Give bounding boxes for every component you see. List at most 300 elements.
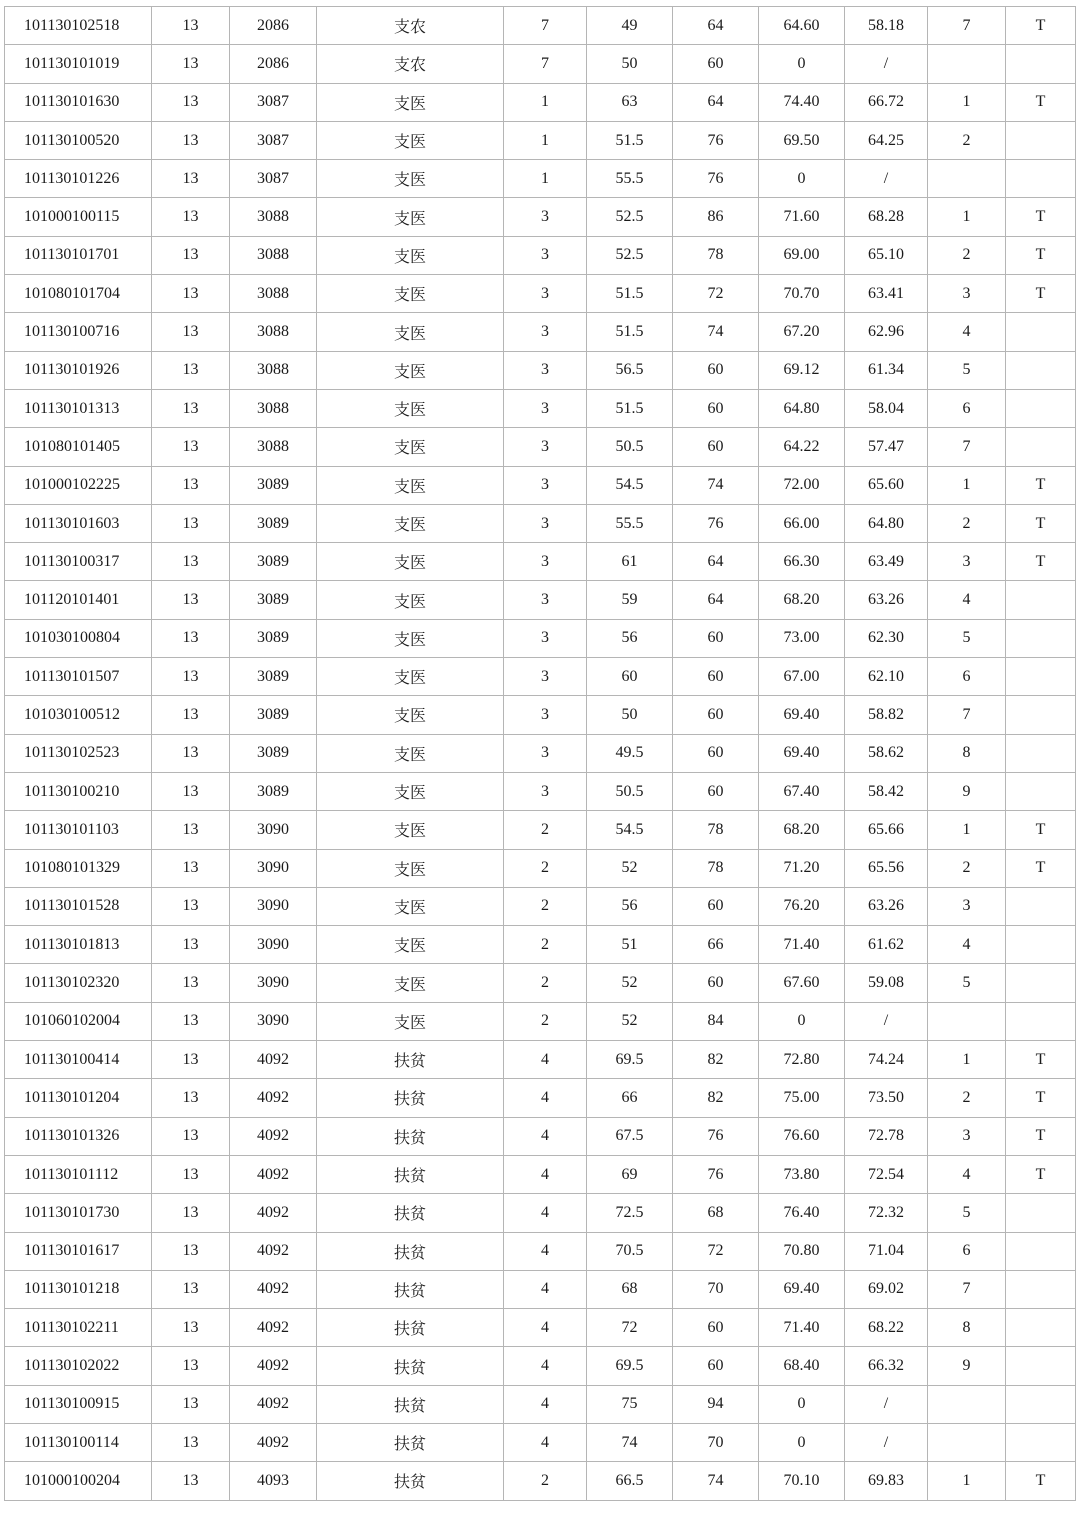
category-cell: 支医 [317,313,504,351]
code-cell: 13 [152,236,230,274]
exam-id-cell: 101130101204 [5,1079,152,1117]
rank-cell: 2 [928,236,1006,274]
status-cell [1006,772,1076,810]
interview-eligibility-cell: 64 [673,543,759,581]
category-cell: 支医 [317,619,504,657]
written-score-cell: 70.5 [587,1232,673,1270]
position-code-cell: 4092 [230,1309,317,1347]
exam-id-cell: 101030100512 [5,696,152,734]
position-code-cell: 3089 [230,466,317,504]
total-score-cell: / [845,1385,928,1423]
exam-id-cell: 101130100716 [5,313,152,351]
rank-cell: 4 [928,581,1006,619]
status-cell [1006,964,1076,1002]
category-cell: 支医 [317,504,504,542]
category-cell: 扶贫 [317,1309,504,1347]
table-row [5,1462,1076,1500]
code-cell: 13 [152,83,230,121]
written-score-cell: 69 [587,1155,673,1193]
code-cell: 13 [152,849,230,887]
category-cell: 支医 [317,275,504,313]
status-cell: T [1006,504,1076,542]
total-score-cell: 57.47 [845,428,928,466]
rank-cell: 3 [928,275,1006,313]
category-cell: 扶贫 [317,1270,504,1308]
table-row [5,887,1076,925]
written-score-cell: 74 [587,1423,673,1461]
interview-score-cell: 0 [759,1385,845,1423]
interview-eligibility-cell: 74 [673,313,759,351]
exam-id-cell: 101130102518 [5,7,152,45]
quota-cell: 4 [504,1309,587,1347]
table-row [5,313,1076,351]
code-cell: 13 [152,1194,230,1232]
category-cell: 支农 [317,7,504,45]
interview-eligibility-cell: 68 [673,1194,759,1232]
status-cell: T [1006,1462,1076,1500]
exam-id-cell: 101130101326 [5,1117,152,1155]
code-cell: 13 [152,275,230,313]
rank-cell: 5 [928,1194,1006,1232]
category-cell: 支医 [317,772,504,810]
table-row [5,236,1076,274]
quota-cell: 3 [504,313,587,351]
interview-score-cell: 72.00 [759,466,845,504]
written-score-cell: 56 [587,619,673,657]
status-cell [1006,887,1076,925]
code-cell: 13 [152,581,230,619]
interview-score-cell: 71.20 [759,849,845,887]
written-score-cell: 56.5 [587,351,673,389]
table-row [5,619,1076,657]
exam-id-cell: 101060102004 [5,1002,152,1040]
position-code-cell: 3088 [230,389,317,427]
rank-cell: 9 [928,772,1006,810]
rank-cell: 7 [928,696,1006,734]
interview-score-cell: 67.60 [759,964,845,1002]
interview-score-cell: 68.20 [759,811,845,849]
written-score-cell: 50.5 [587,772,673,810]
total-score-cell: 66.72 [845,83,928,121]
exam-id-cell: 101120101401 [5,581,152,619]
status-cell [1006,696,1076,734]
category-cell: 支医 [317,198,504,236]
interview-eligibility-cell: 84 [673,1002,759,1040]
status-cell [1006,619,1076,657]
interview-score-cell: 67.00 [759,658,845,696]
category-cell: 支医 [317,121,504,159]
exam-id-cell: 101130100915 [5,1385,152,1423]
position-code-cell: 3090 [230,964,317,1002]
interview-score-cell: 0 [759,1423,845,1461]
status-cell: T [1006,7,1076,45]
category-cell: 扶贫 [317,1155,504,1193]
written-score-cell: 69.5 [587,1041,673,1079]
interview-eligibility-cell: 70 [673,1423,759,1461]
exam-id-cell: 101080101405 [5,428,152,466]
code-cell: 13 [152,1079,230,1117]
exam-id-cell: 101130102523 [5,734,152,772]
interview-eligibility-cell: 76 [673,160,759,198]
category-cell: 支医 [317,964,504,1002]
position-code-cell: 3087 [230,160,317,198]
status-cell: T [1006,198,1076,236]
written-score-cell: 75 [587,1385,673,1423]
table-row [5,504,1076,542]
code-cell: 13 [152,811,230,849]
position-code-cell: 3089 [230,658,317,696]
code-cell: 13 [152,734,230,772]
rank-cell: 1 [928,1462,1006,1500]
code-cell: 13 [152,45,230,83]
interview-score-cell: 71.40 [759,1309,845,1347]
code-cell: 13 [152,658,230,696]
code-cell: 13 [152,1309,230,1347]
exam-id-cell: 101130100114 [5,1423,152,1461]
interview-eligibility-cell: 74 [673,466,759,504]
position-code-cell: 4092 [230,1079,317,1117]
status-cell [1006,1423,1076,1461]
exam-id-cell: 101130101603 [5,504,152,542]
category-cell: 支医 [317,926,504,964]
quota-cell: 4 [504,1117,587,1155]
total-score-cell: 72.78 [845,1117,928,1155]
exam-id-cell: 101000100204 [5,1462,152,1500]
table-row [5,772,1076,810]
quota-cell: 2 [504,926,587,964]
written-score-cell: 52 [587,849,673,887]
rank-cell: 2 [928,849,1006,887]
score-table [4,6,1076,1501]
interview-eligibility-cell: 78 [673,811,759,849]
total-score-cell: 65.60 [845,466,928,504]
rank-cell: 5 [928,619,1006,657]
total-score-cell: 63.49 [845,543,928,581]
status-cell: T [1006,275,1076,313]
exam-id-cell: 101130101226 [5,160,152,198]
interview-eligibility-cell: 60 [673,389,759,427]
code-cell: 13 [152,1270,230,1308]
position-code-cell: 4092 [230,1385,317,1423]
position-code-cell: 3089 [230,734,317,772]
category-cell: 支医 [317,658,504,696]
interview-score-cell: 64.60 [759,7,845,45]
code-cell: 13 [152,7,230,45]
code-cell: 13 [152,1041,230,1079]
rank-cell: 9 [928,1347,1006,1385]
total-score-cell: 63.41 [845,275,928,313]
quota-cell: 4 [504,1385,587,1423]
written-score-cell: 72 [587,1309,673,1347]
quota-cell: 4 [504,1232,587,1270]
position-code-cell: 4092 [230,1041,317,1079]
status-cell [1006,121,1076,159]
category-cell: 支医 [317,581,504,619]
table-row [5,811,1076,849]
status-cell [1006,313,1076,351]
category-cell: 扶贫 [317,1232,504,1270]
quota-cell: 2 [504,811,587,849]
position-code-cell: 3090 [230,926,317,964]
table-row [5,121,1076,159]
total-score-cell: 58.82 [845,696,928,734]
position-code-cell: 4092 [230,1232,317,1270]
rank-cell [928,1385,1006,1423]
written-score-cell: 54.5 [587,811,673,849]
interview-score-cell: 0 [759,1002,845,1040]
status-cell [1006,1270,1076,1308]
status-cell: T [1006,1079,1076,1117]
code-cell: 13 [152,389,230,427]
written-score-cell: 59 [587,581,673,619]
rank-cell: 4 [928,926,1006,964]
interview-score-cell: 69.12 [759,351,845,389]
table-row [5,581,1076,619]
position-code-cell: 2086 [230,7,317,45]
interview-eligibility-cell: 94 [673,1385,759,1423]
position-code-cell: 3090 [230,1002,317,1040]
status-cell [1006,926,1076,964]
category-cell: 支医 [317,389,504,427]
position-code-cell: 3089 [230,696,317,734]
total-score-cell: 63.26 [845,581,928,619]
written-score-cell: 52.5 [587,198,673,236]
exam-id-cell: 101130101813 [5,926,152,964]
code-cell: 13 [152,1347,230,1385]
status-cell [1006,734,1076,772]
rank-cell: 5 [928,964,1006,1002]
quota-cell: 3 [504,198,587,236]
interview-score-cell: 75.00 [759,1079,845,1117]
quota-cell: 1 [504,121,587,159]
rank-cell: 6 [928,658,1006,696]
status-cell [1006,581,1076,619]
code-cell: 13 [152,121,230,159]
rank-cell: 2 [928,121,1006,159]
code-cell: 13 [152,1462,230,1500]
category-cell: 扶贫 [317,1117,504,1155]
table-row [5,1385,1076,1423]
interview-eligibility-cell: 60 [673,887,759,925]
quota-cell: 3 [504,772,587,810]
interview-score-cell: 69.40 [759,734,845,772]
category-cell: 支农 [317,45,504,83]
interview-eligibility-cell: 60 [673,696,759,734]
category-cell: 支医 [317,887,504,925]
quota-cell: 3 [504,658,587,696]
interview-score-cell: 70.70 [759,275,845,313]
code-cell: 13 [152,198,230,236]
interview-score-cell: 69.40 [759,1270,845,1308]
written-score-cell: 55.5 [587,160,673,198]
rank-cell: 8 [928,1309,1006,1347]
position-code-cell: 3090 [230,849,317,887]
code-cell: 13 [152,1423,230,1461]
table-row [5,1117,1076,1155]
written-score-cell: 69.5 [587,1347,673,1385]
status-cell: T [1006,1155,1076,1193]
code-cell: 13 [152,466,230,504]
table-row [5,1347,1076,1385]
rank-cell [928,160,1006,198]
exam-id-cell: 101130102320 [5,964,152,1002]
total-score-cell: 72.54 [845,1155,928,1193]
total-score-cell: 63.26 [845,887,928,925]
interview-score-cell: 66.00 [759,504,845,542]
table-row [5,275,1076,313]
rank-cell: 1 [928,83,1006,121]
position-code-cell: 2086 [230,45,317,83]
table-row [5,466,1076,504]
total-score-cell: 72.32 [845,1194,928,1232]
code-cell: 13 [152,1385,230,1423]
interview-score-cell: 74.40 [759,83,845,121]
position-code-cell: 3088 [230,236,317,274]
position-code-cell: 4092 [230,1117,317,1155]
interview-score-cell: 69.40 [759,696,845,734]
status-cell [1006,45,1076,83]
table-row [5,7,1076,45]
interview-eligibility-cell: 78 [673,236,759,274]
quota-cell: 2 [504,964,587,1002]
rank-cell: 8 [928,734,1006,772]
position-code-cell: 3090 [230,811,317,849]
category-cell: 扶贫 [317,1194,504,1232]
exam-id-cell: 101130100210 [5,772,152,810]
table-row [5,849,1076,887]
written-score-cell: 50 [587,696,673,734]
written-score-cell: 63 [587,83,673,121]
exam-id-cell: 101130101313 [5,389,152,427]
position-code-cell: 4092 [230,1194,317,1232]
quota-cell: 3 [504,543,587,581]
rank-cell [928,1002,1006,1040]
interview-eligibility-cell: 64 [673,581,759,619]
interview-score-cell: 73.80 [759,1155,845,1193]
written-score-cell: 51.5 [587,121,673,159]
quota-cell: 4 [504,1155,587,1193]
written-score-cell: 51 [587,926,673,964]
total-score-cell: 62.30 [845,619,928,657]
quota-cell: 3 [504,389,587,427]
position-code-cell: 3089 [230,581,317,619]
category-cell: 支医 [317,849,504,887]
rank-cell: 5 [928,351,1006,389]
rank-cell: 2 [928,504,1006,542]
total-score-cell: / [845,1002,928,1040]
interview-eligibility-cell: 64 [673,83,759,121]
status-cell [1006,1194,1076,1232]
interview-eligibility-cell: 60 [673,351,759,389]
status-cell: T [1006,466,1076,504]
code-cell: 13 [152,351,230,389]
table-row [5,1270,1076,1308]
table-row [5,1423,1076,1461]
position-code-cell: 4093 [230,1462,317,1500]
written-score-cell: 52 [587,964,673,1002]
position-code-cell: 3089 [230,619,317,657]
interview-score-cell: 72.80 [759,1041,845,1079]
rank-cell: 2 [928,1079,1006,1117]
total-score-cell: 58.18 [845,7,928,45]
quota-cell: 2 [504,849,587,887]
quota-cell: 1 [504,83,587,121]
exam-id-cell: 101000102225 [5,466,152,504]
rank-cell: 3 [928,887,1006,925]
category-cell: 支医 [317,734,504,772]
interview-score-cell: 64.22 [759,428,845,466]
code-cell: 13 [152,504,230,542]
quota-cell: 3 [504,275,587,313]
position-code-cell: 3089 [230,543,317,581]
interview-eligibility-cell: 64 [673,7,759,45]
category-cell: 支医 [317,160,504,198]
interview-score-cell: 64.80 [759,389,845,427]
interview-score-cell: 68.40 [759,1347,845,1385]
interview-score-cell: 66.30 [759,543,845,581]
table-row [5,1232,1076,1270]
total-score-cell: 58.04 [845,389,928,427]
quota-cell: 3 [504,619,587,657]
total-score-cell: 62.10 [845,658,928,696]
interview-eligibility-cell: 60 [673,964,759,1002]
position-code-cell: 3088 [230,198,317,236]
exam-id-cell: 101130101701 [5,236,152,274]
interview-score-cell: 0 [759,45,845,83]
table-row [5,734,1076,772]
exam-id-cell: 101030100804 [5,619,152,657]
code-cell: 13 [152,619,230,657]
interview-eligibility-cell: 60 [673,658,759,696]
interview-score-cell: 73.00 [759,619,845,657]
code-cell: 13 [152,926,230,964]
code-cell: 13 [152,160,230,198]
rank-cell [928,45,1006,83]
total-score-cell: 66.32 [845,1347,928,1385]
interview-eligibility-cell: 72 [673,1232,759,1270]
interview-eligibility-cell: 60 [673,45,759,83]
rank-cell: 6 [928,389,1006,427]
quota-cell: 3 [504,428,587,466]
position-code-cell: 4092 [230,1423,317,1461]
rank-cell: 3 [928,543,1006,581]
status-cell [1006,389,1076,427]
total-score-cell: 58.42 [845,772,928,810]
category-cell: 支医 [317,466,504,504]
exam-id-cell: 101080101704 [5,275,152,313]
table-row [5,45,1076,83]
position-code-cell: 3088 [230,428,317,466]
total-score-cell: 69.83 [845,1462,928,1500]
code-cell: 13 [152,1002,230,1040]
quota-cell: 4 [504,1041,587,1079]
quota-cell: 3 [504,236,587,274]
exam-id-cell: 101130101103 [5,811,152,849]
exam-id-cell: 101130101112 [5,1155,152,1193]
written-score-cell: 66 [587,1079,673,1117]
exam-id-cell: 101130101926 [5,351,152,389]
status-cell [1006,1232,1076,1270]
rank-cell: 1 [928,811,1006,849]
quota-cell: 3 [504,504,587,542]
interview-eligibility-cell: 76 [673,504,759,542]
written-score-cell: 67.5 [587,1117,673,1155]
exam-id-cell: 101130101528 [5,887,152,925]
exam-id-cell: 101130102022 [5,1347,152,1385]
table-row [5,198,1076,236]
status-cell [1006,1385,1076,1423]
total-score-cell: 64.80 [845,504,928,542]
